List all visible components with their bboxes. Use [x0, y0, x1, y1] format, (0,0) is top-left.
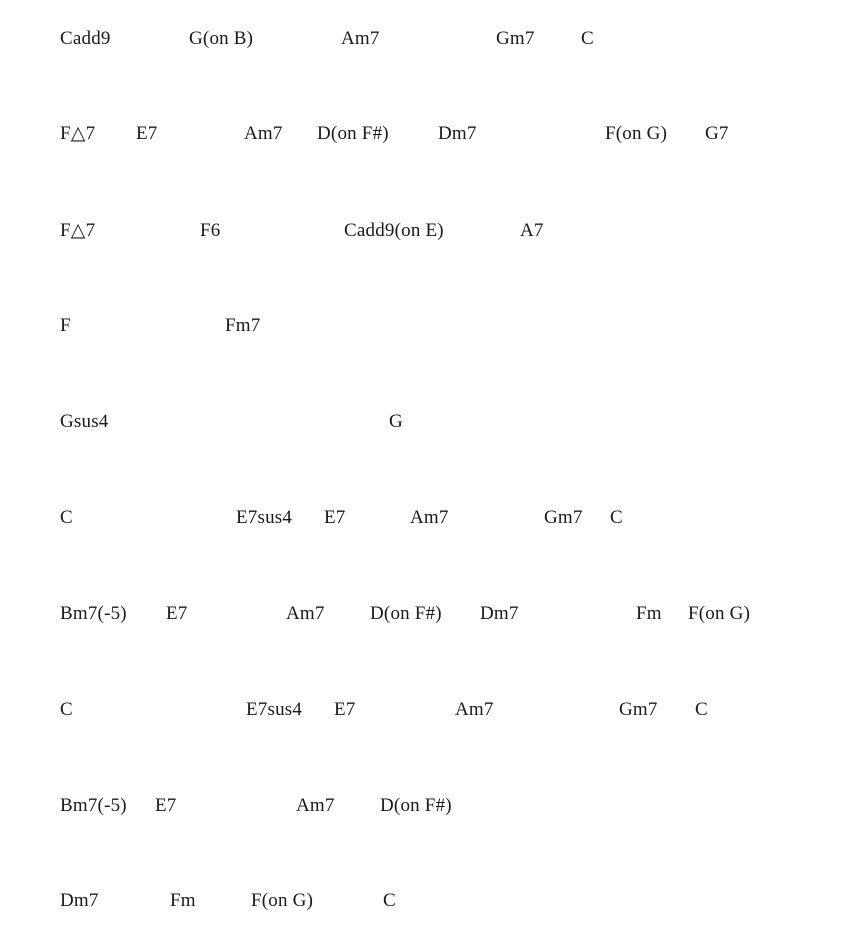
chord: D(on F#): [380, 795, 452, 816]
chord: Dm7: [60, 890, 99, 911]
chord-line-1: [0, 27, 849, 57]
chord: C: [383, 890, 396, 911]
chord: D(on F#): [317, 123, 389, 144]
chord: F△7: [60, 123, 96, 144]
chord: F(on G): [251, 890, 314, 911]
chord: Fm: [636, 603, 662, 624]
chord: Bm7(-5): [60, 603, 127, 624]
chord: C: [610, 507, 623, 528]
chord: E7: [136, 123, 158, 144]
chord: Fm: [170, 890, 196, 911]
chord: Fm7: [225, 315, 261, 336]
chord: G7: [705, 123, 729, 144]
chord: F(on G): [688, 603, 751, 624]
chord: E7sus4: [246, 699, 303, 720]
chord: F(on G): [605, 123, 668, 144]
chord-line-9: [0, 794, 849, 824]
chord-line-5: [0, 410, 849, 440]
chord: F△7: [60, 220, 96, 241]
chord: Am7: [455, 699, 494, 720]
chord: Cadd9: [60, 28, 111, 49]
chord: G(on B): [189, 28, 254, 49]
chord: Cadd9(on E): [344, 220, 444, 241]
chord-line-4: [0, 314, 849, 344]
chord: Am7: [286, 603, 325, 624]
chord: Am7: [341, 28, 380, 49]
chord-line-2: [0, 122, 849, 152]
chord: F6: [200, 220, 221, 241]
chord: Am7: [296, 795, 335, 816]
chord: A7: [520, 220, 544, 241]
chord: Am7: [244, 123, 283, 144]
chord: Gm7: [496, 28, 535, 49]
chord: C: [581, 28, 594, 49]
chord: E7: [324, 507, 346, 528]
chord: C: [60, 699, 73, 720]
chord: Gm7: [544, 507, 583, 528]
chord: Dm7: [480, 603, 519, 624]
chord-line-7: [0, 602, 849, 632]
chord: C: [60, 507, 73, 528]
chord: Gsus4: [60, 411, 109, 432]
chord: E7: [166, 603, 188, 624]
chord: F: [60, 315, 71, 336]
chord: E7: [334, 699, 356, 720]
chord-line-3: [0, 219, 849, 249]
chord: E7: [155, 795, 177, 816]
chord-line-6: [0, 506, 849, 536]
chord: E7sus4: [236, 507, 293, 528]
chord: G: [389, 411, 403, 432]
chord: C: [695, 699, 708, 720]
chord: Bm7(-5): [60, 795, 127, 816]
chord-line-10: [0, 889, 849, 919]
chord: Gm7: [619, 699, 658, 720]
chord: Am7: [410, 507, 449, 528]
chord: Dm7: [438, 123, 477, 144]
chord-line-8: [0, 698, 849, 728]
chord: D(on F#): [370, 603, 442, 624]
